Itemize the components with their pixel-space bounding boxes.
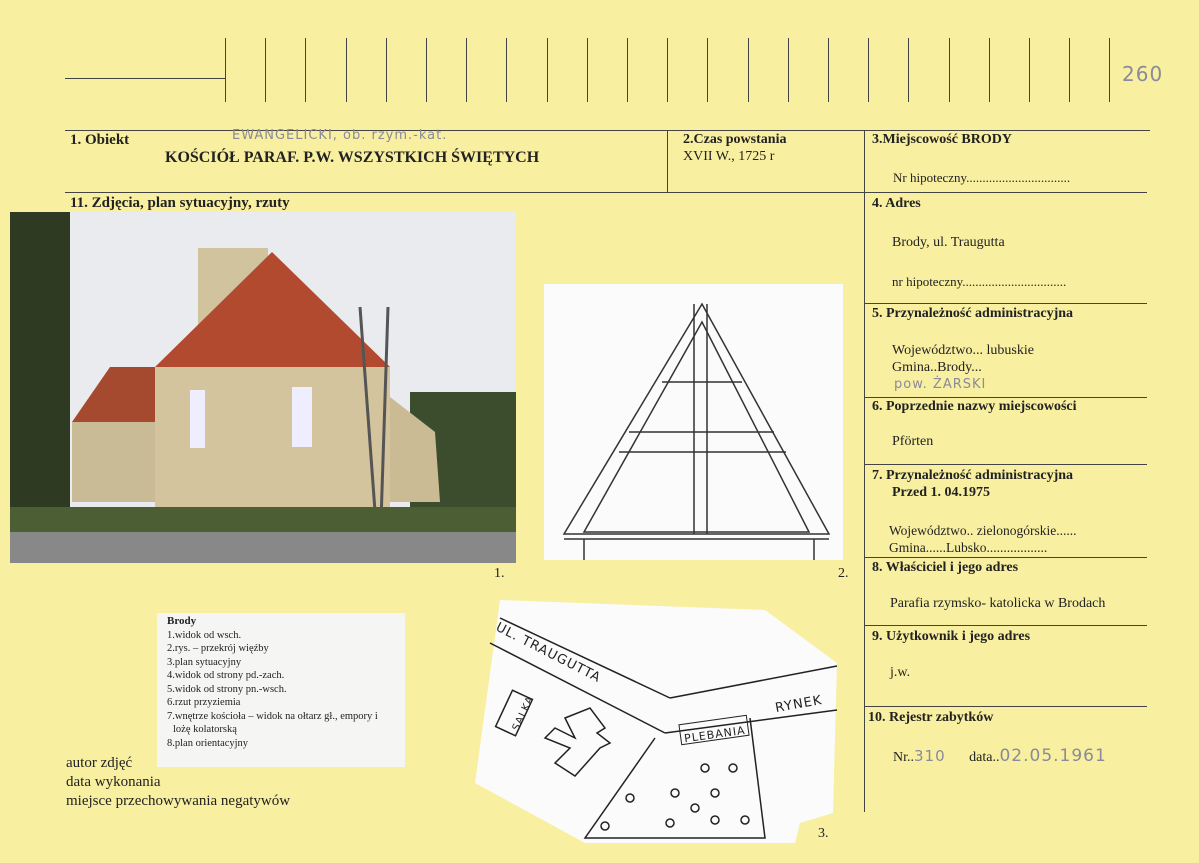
grid-line xyxy=(707,38,708,102)
obiekt-label: 1. Obiekt xyxy=(70,132,130,148)
grid-line xyxy=(506,38,507,102)
grid-line xyxy=(587,38,588,102)
miejscowosc-nr: Nr hipoteczny................................ xyxy=(893,170,1071,185)
rejestr-data-label: data.. xyxy=(969,750,1000,765)
photo-legend xyxy=(157,613,405,767)
przed-gmina: Gmina......Lubsko.................. xyxy=(889,540,1048,555)
map-label-salka: SALKA xyxy=(510,694,537,733)
legend-item: 3.plan sytuacyjny xyxy=(167,656,242,668)
poprzednie-label: 6. Poprzednie nazwy miejscowości xyxy=(872,399,1077,414)
section11-label: 11. Zdjęcia, plan sytuacyjny, rzuty xyxy=(70,195,290,211)
page-number: 260 xyxy=(1122,62,1164,86)
czas-label: 2.Czas powstania xyxy=(683,132,787,147)
grid-line xyxy=(1029,38,1030,102)
church-photo xyxy=(10,212,516,563)
map-label-plebania: PLEBANIA xyxy=(683,723,747,746)
grid-line xyxy=(949,38,950,102)
przed-sub: Przed 1. 04.1975 xyxy=(892,485,990,500)
fig-label-1: 1. xyxy=(494,566,505,581)
legend-title: Brody xyxy=(167,615,197,627)
footer-author: autor zdjęć xyxy=(66,755,133,771)
grid-line xyxy=(547,38,548,102)
adres-nr: nr hipoteczny................................ xyxy=(892,274,1067,289)
grid-line xyxy=(225,38,226,102)
grid-line xyxy=(346,38,347,102)
legend-item: 1.widok od wsch. xyxy=(167,629,242,641)
przynaleznosc-handwritten: pow. ŻARSKI xyxy=(894,377,987,392)
map-label-rynek: RYNEK xyxy=(774,692,824,717)
uzytkownik-value: j.w. xyxy=(890,665,911,680)
grid-line xyxy=(426,38,427,102)
rejestr-data-value: 02.05.1961 xyxy=(999,746,1107,766)
przed-label: 7. Przynależność administracyjna xyxy=(872,468,1074,483)
rejestr-label: 10. Rejestr zabytków xyxy=(868,710,994,725)
przed-woj: Województwo.. zielonogórskie...... xyxy=(889,523,1077,538)
adres-label: 4. Adres xyxy=(872,196,921,211)
grid-line xyxy=(466,38,467,102)
obiekt-handwritten: EWANGELICKI, ob. rzym.-kat. xyxy=(232,128,448,143)
rejestr-nr-value: 310 xyxy=(914,747,946,765)
roof-truss-drawing xyxy=(544,284,843,560)
grid-line xyxy=(1069,38,1070,102)
footer-negatives: miejsce przechowywania negatywów xyxy=(66,793,291,809)
przynaleznosc-label: 5. Przynależność administracyjna xyxy=(872,306,1074,321)
legend-item: 8.plan orientacyjny xyxy=(167,737,249,749)
footer-date: data wykonania xyxy=(66,774,161,790)
grid-line xyxy=(265,38,266,102)
rejestr-nr xyxy=(893,746,1107,766)
grid-line xyxy=(788,38,789,102)
grid-line xyxy=(828,38,829,102)
legend-item: 6.rzut przyziemia xyxy=(167,697,241,708)
adres-value: Brody, ul. Traugutta xyxy=(892,235,1005,250)
czas-value: XVII W., 1725 r xyxy=(683,149,775,164)
grid-line xyxy=(1109,38,1110,102)
obiekt-value: KOŚCIÓŁ PARAF. P.W. WSZYSTKICH ŚWIĘTYCH xyxy=(165,149,540,166)
fig-label-2: 2. xyxy=(838,566,849,581)
grid-line xyxy=(748,38,749,102)
poprzednie-value: Pförten xyxy=(892,434,934,449)
legend-item: lożę kolatorską xyxy=(173,724,237,735)
legend-item: 7.wnętrze kościoła – widok na ołtarz gł., empory i xyxy=(167,710,378,722)
fig-label-3: 3. xyxy=(818,826,829,841)
grid-line xyxy=(868,38,869,102)
grid-line xyxy=(305,38,306,102)
grid-line xyxy=(989,38,990,102)
przynaleznosc-gmina: Gmina..Brody... xyxy=(892,360,982,375)
legend-item: 2.rys. – przekrój więźby xyxy=(167,643,269,654)
miejscowosc-label: 3.Miejscowość BRODY xyxy=(872,132,1012,147)
uzytkownik-label: 9. Użytkownik i jego adres xyxy=(872,629,1031,644)
grid-line xyxy=(627,38,628,102)
wlasciciel-value: Parafia rzymsko- katolicka w Brodach xyxy=(890,596,1106,611)
grid-line xyxy=(667,38,668,102)
przynaleznosc-woj: Województwo... lubuskie xyxy=(892,343,1034,358)
rejestr-nr-label: Nr.. xyxy=(893,750,914,765)
legend-item: 4.widok od strony pd.-zach. xyxy=(167,670,285,681)
map-label-street: UL. TRAUGUTTA xyxy=(493,620,604,687)
legend-item: 5.widok od strony pn.-wsch. xyxy=(167,683,287,695)
grid-line xyxy=(908,38,909,102)
grid-line xyxy=(386,38,387,102)
wlasciciel-label: 8. Właściciel i jego adres xyxy=(872,560,1019,575)
